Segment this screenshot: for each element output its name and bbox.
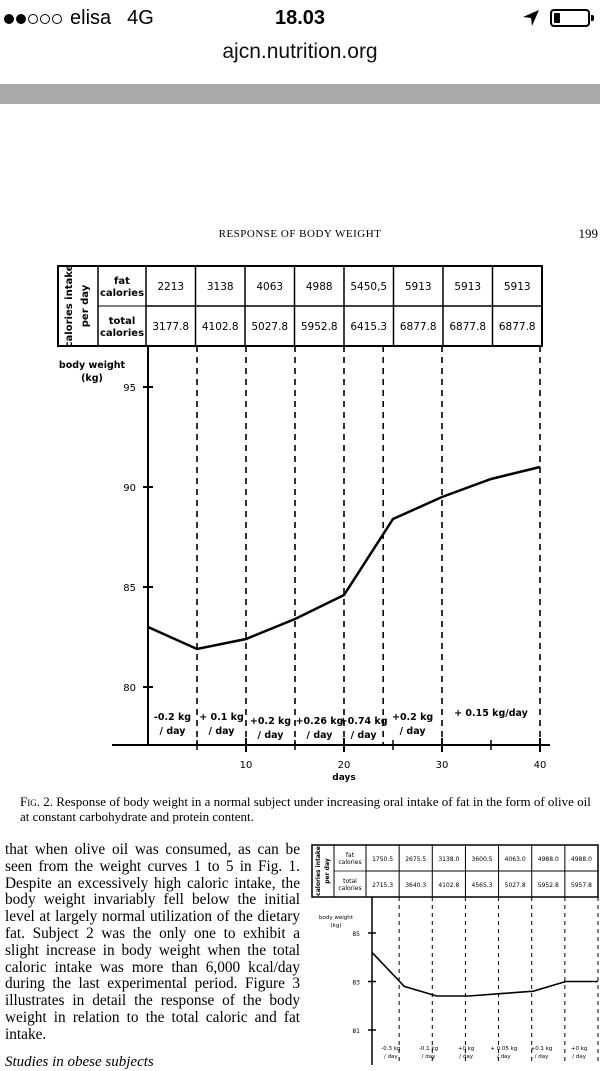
rate-label-unit: / day (400, 726, 427, 737)
rate-label-unit: / day (258, 730, 285, 741)
y-tick-label: 83 (352, 980, 360, 987)
rate-label: +0.26 kg (296, 716, 344, 727)
rate-label: +0.74 kg (340, 716, 388, 727)
y-axis-unit: (kg) (81, 373, 103, 384)
figure-caption (20, 794, 600, 824)
total-calories-cell: 2715.3 (372, 882, 393, 889)
total-calories-cell: 4565.3 (472, 882, 493, 889)
y-tick-label: 95 (123, 383, 136, 394)
table-row-label: fat (346, 852, 355, 859)
total-calories-cell: 6415.3 (350, 321, 387, 333)
caption-text: Response of body weight in a normal subject under increasing oral intake of fat in the form of olive oil at constant carbohydrate and protein content. (20, 794, 591, 824)
table-side-label: calories intake (64, 264, 75, 347)
running-head: RESPONSE OF BODY WEIGHT (0, 228, 600, 240)
rate-label: +0 kg (458, 1046, 475, 1052)
y-tick-label: 81 (352, 1028, 360, 1035)
rate-label-unit: / day (535, 1054, 549, 1060)
fat-calories-cell: 2213 (157, 281, 184, 293)
x-tick-label: 20 (338, 760, 351, 771)
fat-calories-cell: 4988.0 (571, 856, 592, 863)
total-calories-cell: 6877.8 (449, 321, 486, 333)
x-tick-label: 40 (534, 760, 547, 771)
rate-label: + 0.05 kg (490, 1046, 517, 1052)
y-tick-label: 90 (123, 483, 136, 494)
clock: 18.03 (0, 7, 600, 30)
network-type: 4G (127, 7, 154, 30)
rate-label: +0.2 kg (250, 716, 291, 727)
table-row-label: total (109, 316, 136, 327)
total-calories-cell: 5027.8 (251, 321, 288, 333)
x-tick-label: 30 (436, 760, 449, 771)
rate-label: +0 kg (571, 1046, 588, 1052)
fat-calories-cell: 4988.0 (538, 856, 559, 863)
battery-icon (550, 9, 590, 27)
total-calories-cell: 4102.8 (438, 882, 459, 889)
total-calories-cell: 5952.8 (538, 882, 559, 889)
y-tick-label: 85 (352, 931, 360, 938)
y-tick-label: 80 (123, 683, 136, 694)
rate-label: +0.2 kg (392, 712, 433, 723)
total-calories-cell: 5952.8 (301, 321, 338, 333)
total-calories-cell: 6877.8 (499, 321, 536, 333)
rate-label-unit: / day (497, 1054, 511, 1060)
y-axis-label: body weight (319, 915, 354, 921)
fat-calories-cell: 3138 (207, 281, 234, 293)
total-calories-cell: 5957.8 (571, 882, 592, 889)
rate-label-unit: / day (572, 1054, 586, 1060)
body-weight-series-line (372, 952, 598, 996)
fat-calories-cell: 3138.0 (438, 856, 459, 863)
x-tick-label: 10 (240, 760, 253, 771)
fat-calories-cell: 2675.5 (405, 856, 426, 863)
fat-calories-cell: 5913 (504, 281, 531, 293)
rate-label: + 0.1 kg (199, 712, 244, 723)
table-side-label: per day (80, 284, 91, 327)
next-section-heading: Studies in obese subjects (5, 1054, 154, 1071)
total-calories-cell: 4102.8 (202, 321, 239, 333)
page-number: 199 (579, 226, 599, 242)
fat-calories-cell: 5913 (405, 281, 432, 293)
x-axis-label: days (332, 773, 355, 783)
rate-label-unit: / day (459, 1054, 473, 1060)
fat-calories-cell: 4988 (306, 281, 333, 293)
fat-calories-cell: 4063.0 (505, 856, 526, 863)
fat-calories-cell: 1750.5 (372, 856, 393, 863)
figure-3-chart (310, 835, 600, 1065)
table-row-label: calories (100, 328, 144, 339)
total-calories-cell: 5027.8 (505, 882, 526, 889)
figure-2-chart (0, 250, 600, 790)
fat-calories-cell: 3600.5 (472, 856, 493, 863)
location-arrow-icon (522, 9, 540, 27)
total-calories-cell: 3640.3 (405, 882, 426, 889)
table-side-label: per day (324, 858, 331, 884)
rate-label-unit: / day (351, 730, 378, 741)
rate-label: -0.3 kg (381, 1046, 400, 1052)
rate-label-unit: / day (209, 726, 236, 737)
fat-calories-cell: 5913 (454, 281, 481, 293)
table-row-label: total (343, 878, 357, 885)
table-row-label: calories (338, 885, 361, 892)
table-row-label: fat (114, 276, 130, 287)
body-paragraph: that when olive oil was consumed, as can be seen from the weight curves 1 to 5 in Fig. 1. Despite an excessively high caloric intake, the body weight invariably fell below the initial level at largely normal utilization of the dietary fat. Subject 2 was the only one to exhibit a slight increase in body weight when the total caloric intake was more than 6,000 kcal/day during the last experimental period. Figure 3 illustrates in detail the response of the body weight in relation to the total caloric and fat intake. (5, 842, 300, 1044)
table-row-label: calories (100, 288, 144, 299)
caption-label: Fig. 2. (20, 794, 53, 809)
fat-calories-cell: 5450,5 (350, 281, 387, 293)
rate-label-unit: / day (307, 730, 334, 741)
rate-label: + 0.15 kg/day (454, 708, 529, 719)
rate-label: +0.1 kg (531, 1046, 553, 1052)
toolbar-divider (0, 84, 600, 104)
table-row-label: calories (338, 859, 361, 866)
status-bar (0, 0, 600, 40)
total-calories-cell: 6877.8 (400, 321, 437, 333)
rate-label-unit: / day (422, 1054, 436, 1060)
y-tick-label: 85 (123, 583, 136, 594)
address-bar-url[interactable]: ajcn.nutrition.org (0, 40, 600, 64)
rate-label-unit: / day (160, 726, 187, 737)
table-side-label: calories intake (315, 846, 322, 896)
rate-label: -0.1 kg (419, 1046, 438, 1052)
total-calories-cell: 3177.8 (152, 321, 189, 333)
y-axis-label: body weight (59, 360, 126, 371)
rate-label-unit: / day (384, 1054, 398, 1060)
fat-calories-cell: 4063 (256, 281, 283, 293)
carrier-name: elisa (70, 7, 111, 30)
rate-label: -0.2 kg (154, 712, 191, 723)
y-axis-unit: (kg) (331, 923, 342, 929)
